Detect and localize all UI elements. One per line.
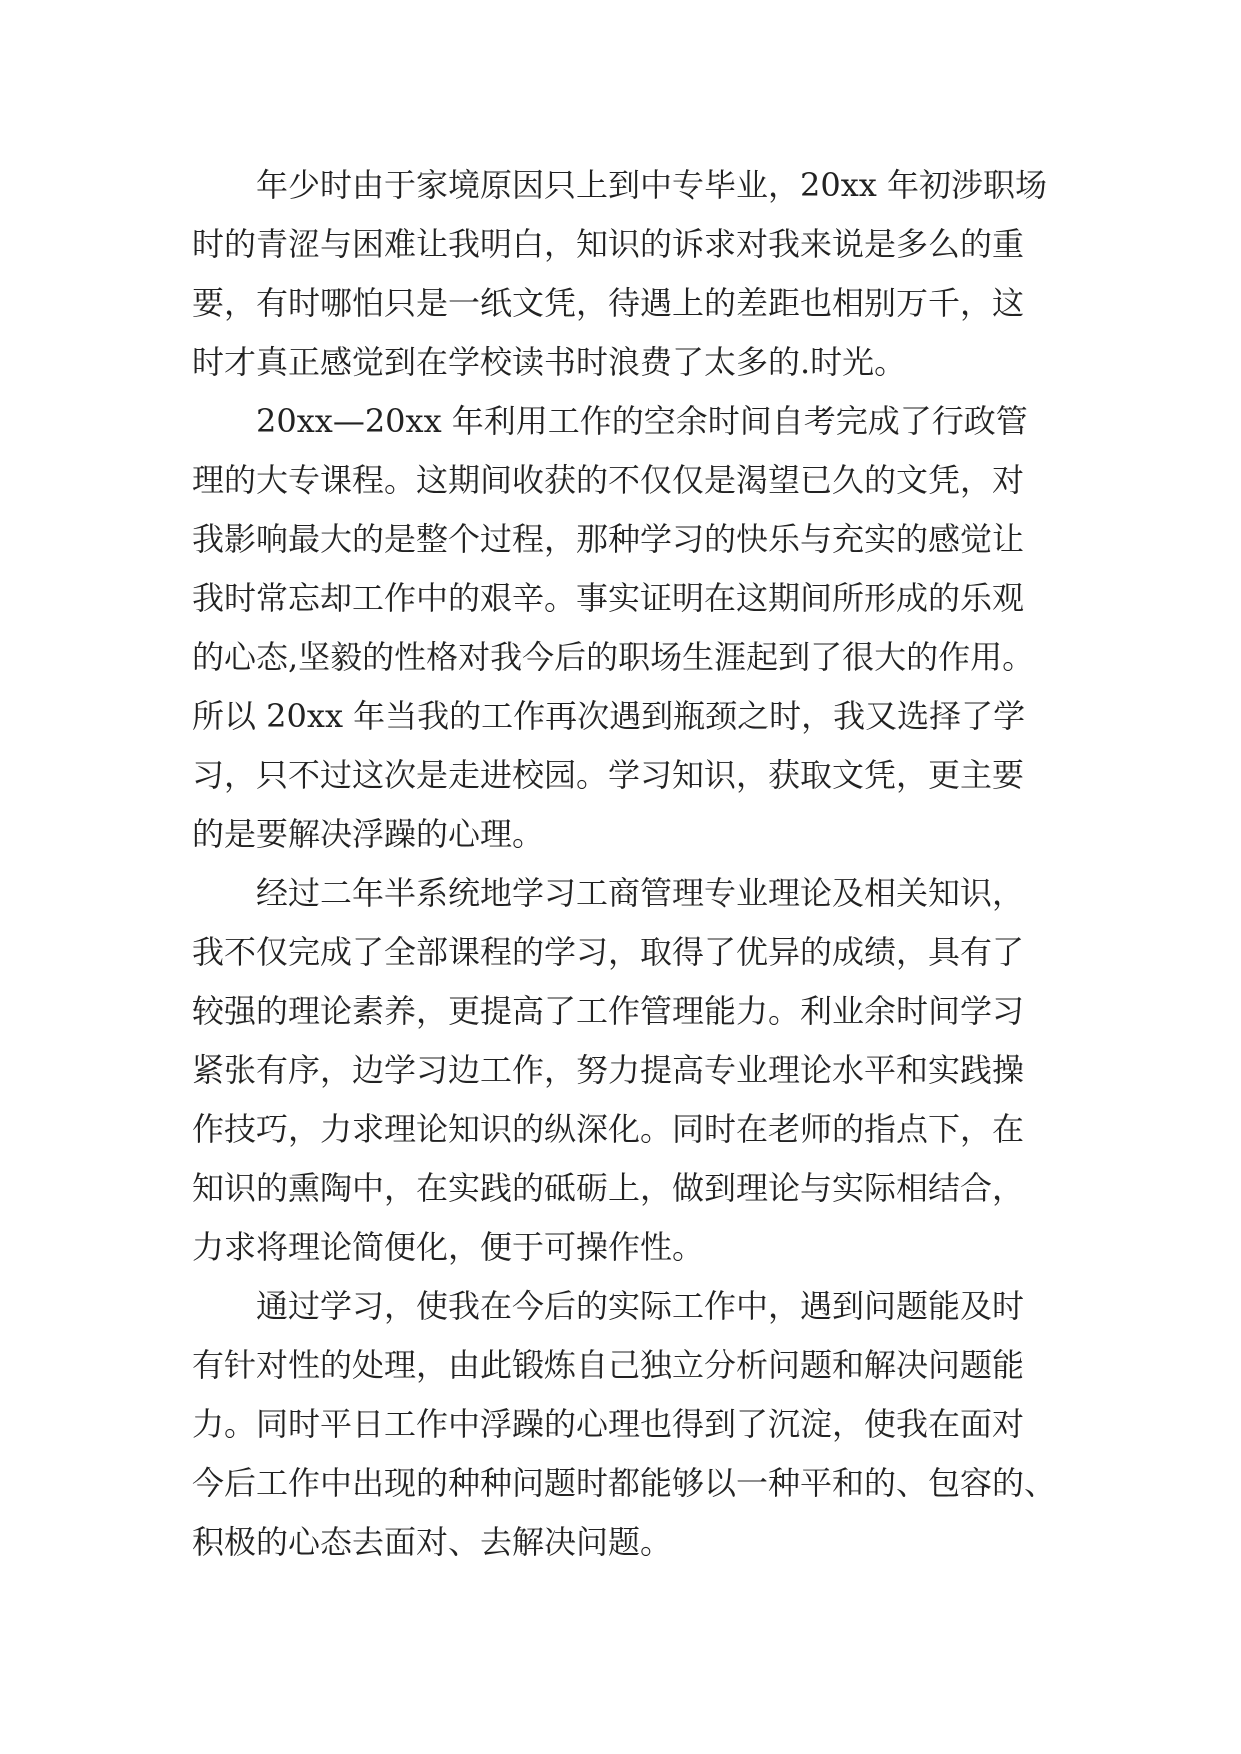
text-line: 我不仅完成了全部课程的学习，取得了优异的成绩，具有了 [192,933,1025,971]
paragraph-3 [192,864,1072,1277]
text-line: 所以 20xx 年当我的工作再次遇到瓶颈之时，我又选择了学 [192,697,1026,735]
text-line: 知识的熏陶中，在实践的砥砺上，做到理论与实际相结合， [192,1169,1025,1207]
text-line: 年少时由于家境原因只上到中专毕业，20xx 年初涉职场 [256,166,1047,204]
paragraph-4 [192,1277,1072,1572]
paragraph-1 [192,156,1072,392]
text-line: 我影响最大的是整个过程，那种学习的快乐与充实的感觉让 [192,520,1025,558]
text-line: 经过二年半系统地学习工商管理专业理论及相关知识， [256,874,1025,912]
text-line: 力求将理论简便化，便于可操作性。 [192,1228,705,1266]
paragraph-2 [192,392,1072,864]
text-line: 积极的心态去面对、去解决问题。 [192,1523,673,1561]
document-body [192,156,1072,1572]
text-line: 通过学习，使我在今后的实际工作中，遇到问题能及时 [256,1287,1025,1325]
text-line: 的心态,坚毅的性格对我今后的职场生涯起到了很大的作用。 [192,638,1035,676]
text-line: 理的大专课程。这期间收获的不仅仅是渴望已久的文凭，对 [192,461,1025,499]
text-line: 今后工作中出现的种种问题时都能够以一种平和的、包容的、 [192,1464,1057,1502]
text-line: 要，有时哪怕只是一纸文凭，待遇上的差距也相别万千，这 [192,284,1025,322]
text-line: 习，只不过这次是走进校园。学习知识，获取文凭，更主要 [192,756,1025,794]
text-line: 作技巧，力求理论知识的纵深化。同时在老师的指点下，在 [192,1110,1025,1148]
text-line: 较强的理论素养，更提高了工作管理能力。利业余时间学习 [192,992,1025,1030]
text-line: 力。同时平日工作中浮躁的心理也得到了沉淀，使我在面对 [192,1405,1025,1443]
text-line: 的是要解决浮躁的心理。 [192,815,545,853]
text-line: 我时常忘却工作中的艰辛。事实证明在这期间所形成的乐观 [192,579,1025,617]
text-line: 紧张有序，边学习边工作，努力提高专业理论水平和实践操 [192,1051,1025,1089]
text-line: 有针对性的处理，由此锻炼自己独立分析问题和解决问题能 [192,1346,1025,1384]
text-line: 时的青涩与困难让我明白，知识的诉求对我来说是多么的重 [192,225,1025,263]
text-line: 时才真正感觉到在学校读书时浪费了太多的.时光。 [192,343,907,381]
text-line: 20xx—20xx 年利用工作的空余时间自考完成了行政管 [256,402,1028,440]
